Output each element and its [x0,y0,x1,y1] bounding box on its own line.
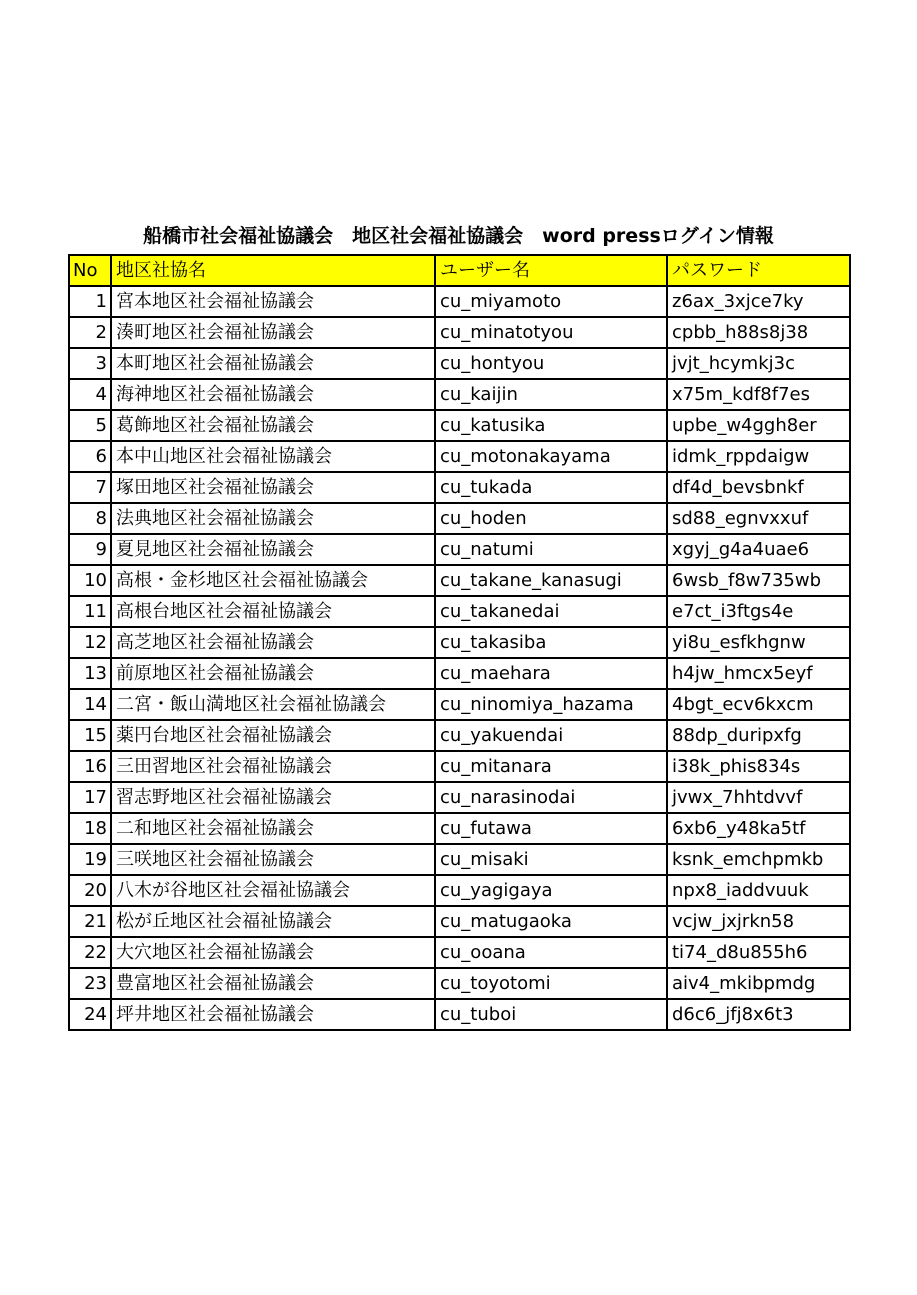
row-district-cell: 薬円台地区社会福祉協議会 [111,720,435,751]
row-no-cell: 17 [69,782,111,813]
row-no-cell: 10 [69,565,111,596]
row-username-cell: cu_matugaoka [435,906,667,937]
row-district-cell: 海神地区社会福祉協議会 [111,379,435,410]
row-password-cell: ksnk_emchpmkb [667,844,850,875]
row-username-cell: cu_toyotomi [435,968,667,999]
row-password-cell: jvjt_hcymkj3c [667,348,850,379]
row-no-cell: 3 [69,348,111,379]
row-district-cell: 二宮・飯山満地区社会福祉協議会 [111,689,435,720]
row-district-cell: 大穴地区社会福祉協議会 [111,937,435,968]
table-row [69,968,850,999]
row-password-cell: z6ax_3xjce7ky [667,286,850,317]
row-no-cell: 24 [69,999,111,1030]
table-row [69,999,850,1030]
row-username-cell: cu_tukada [435,472,667,503]
row-district-cell: 法典地区社会福祉協議会 [111,503,435,534]
row-no-cell: 5 [69,410,111,441]
row-no-cell: 1 [69,286,111,317]
row-no-cell: 23 [69,968,111,999]
row-district-cell: 高芝地区社会福祉協議会 [111,627,435,658]
row-district-cell: 本町地区社会福祉協議会 [111,348,435,379]
row-password-cell: xgyj_g4a4uae6 [667,534,850,565]
table-row [69,441,850,472]
row-password-cell: 88dp_duripxfg [667,720,850,751]
row-no-cell: 9 [69,534,111,565]
row-username-cell: cu_minatotyou [435,317,667,348]
row-username-cell: cu_maehara [435,658,667,689]
row-password-cell: 6wsb_f8w735wb [667,565,850,596]
row-district-cell: 習志野地区社会福祉協議会 [111,782,435,813]
row-username-cell: cu_miyamoto [435,286,667,317]
row-password-cell: i38k_phis834s [667,751,850,782]
row-password-cell: e7ct_i3ftgs4e [667,596,850,627]
table-row [69,627,850,658]
row-district-cell: 本中山地区社会福祉協議会 [111,441,435,472]
row-district-cell: 三田習地区社会福祉協議会 [111,751,435,782]
row-password-cell: x75m_kdf8f7es [667,379,850,410]
row-no-cell: 21 [69,906,111,937]
table-row [69,689,850,720]
row-district-cell: 豊富地区社会福祉協議会 [111,968,435,999]
table-row [69,720,850,751]
row-username-cell: cu_narasinodai [435,782,667,813]
row-no-cell: 18 [69,813,111,844]
row-district-cell: 湊町地区社会福祉協議会 [111,317,435,348]
row-password-cell: 4bgt_ecv6kxcm [667,689,850,720]
row-password-cell: jvwx_7hhtdvvf [667,782,850,813]
row-username-cell: cu_hoden [435,503,667,534]
row-password-cell: idmk_rppdaigw [667,441,850,472]
header-password: パスワード [667,255,850,286]
header-no: No [69,255,111,286]
row-password-cell: ti74_d8u855h6 [667,937,850,968]
row-no-cell: 22 [69,937,111,968]
row-no-cell: 2 [69,317,111,348]
table-body [69,286,850,1030]
table-row [69,565,850,596]
row-no-cell: 12 [69,627,111,658]
row-district-cell: 松が丘地区社会福祉協議会 [111,906,435,937]
row-password-cell: 6xb6_y48ka5tf [667,813,850,844]
row-no-cell: 20 [69,875,111,906]
row-password-cell: npx8_iaddvuuk [667,875,850,906]
table-row [69,844,850,875]
header-username: ユーザー名 [435,255,667,286]
row-district-cell: 坪井地区社会福祉協議会 [111,999,435,1030]
row-username-cell: cu_kaijin [435,379,667,410]
table-header-row [69,255,850,286]
header-district: 地区社協名 [111,255,435,286]
document-title: 船橋市社会福祉協議会 地区社会福祉協議会 word pressログイン情報 [143,225,774,247]
row-username-cell: cu_yagigaya [435,875,667,906]
table-row [69,658,850,689]
row-district-cell: 高根・金杉地区社会福祉協議会 [111,565,435,596]
row-password-cell: aiv4_mkibpmdg [667,968,850,999]
table-row [69,472,850,503]
table-row [69,875,850,906]
table-row [69,317,850,348]
row-district-cell: 二和地区社会福祉協議会 [111,813,435,844]
row-password-cell: vcjw_jxjrkn58 [667,906,850,937]
table-row [69,503,850,534]
table-row [69,379,850,410]
row-username-cell: cu_takasiba [435,627,667,658]
row-username-cell: cu_yakuendai [435,720,667,751]
row-no-cell: 6 [69,441,111,472]
row-password-cell: cpbb_h88s8j38 [667,317,850,348]
row-no-cell: 11 [69,596,111,627]
row-no-cell: 19 [69,844,111,875]
table-row [69,596,850,627]
row-district-cell: 葛飾地区社会福祉協議会 [111,410,435,441]
row-username-cell: cu_ninomiya_hazama [435,689,667,720]
row-no-cell: 7 [69,472,111,503]
row-username-cell: cu_futawa [435,813,667,844]
row-username-cell: cu_katusika [435,410,667,441]
row-no-cell: 4 [69,379,111,410]
row-district-cell: 八木が谷地区社会福祉協議会 [111,875,435,906]
row-password-cell: upbe_w4ggh8er [667,410,850,441]
row-district-cell: 前原地区社会福祉協議会 [111,658,435,689]
row-no-cell: 13 [69,658,111,689]
row-no-cell: 14 [69,689,111,720]
row-username-cell: cu_natumi [435,534,667,565]
table-row [69,348,850,379]
table-row [69,751,850,782]
login-info-table [68,254,851,1031]
row-username-cell: cu_takanedai [435,596,667,627]
table-row [69,534,850,565]
row-district-cell: 三咲地区社会福祉協議会 [111,844,435,875]
row-username-cell: cu_motonakayama [435,441,667,472]
row-password-cell: yi8u_esfkhgnw [667,627,850,658]
table-row [69,782,850,813]
row-no-cell: 8 [69,503,111,534]
row-password-cell: d6c6_jfj8x6t3 [667,999,850,1030]
row-username-cell: cu_hontyou [435,348,667,379]
row-district-cell: 宮本地区社会福祉協議会 [111,286,435,317]
row-no-cell: 16 [69,751,111,782]
row-district-cell: 塚田地区社会福祉協議会 [111,472,435,503]
table-row [69,813,850,844]
table-row [69,410,850,441]
table-row [69,937,850,968]
row-no-cell: 15 [69,720,111,751]
row-password-cell: sd88_egnvxxuf [667,503,850,534]
row-password-cell: h4jw_hmcx5eyf [667,658,850,689]
row-district-cell: 夏見地区社会福祉協議会 [111,534,435,565]
row-username-cell: cu_takane_kanasugi [435,565,667,596]
row-password-cell: df4d_bevsbnkf [667,472,850,503]
row-username-cell: cu_tuboi [435,999,667,1030]
row-district-cell: 高根台地区社会福祉協議会 [111,596,435,627]
row-username-cell: cu_misaki [435,844,667,875]
row-username-cell: cu_ooana [435,937,667,968]
table-row [69,906,850,937]
row-username-cell: cu_mitanara [435,751,667,782]
table-row [69,286,850,317]
